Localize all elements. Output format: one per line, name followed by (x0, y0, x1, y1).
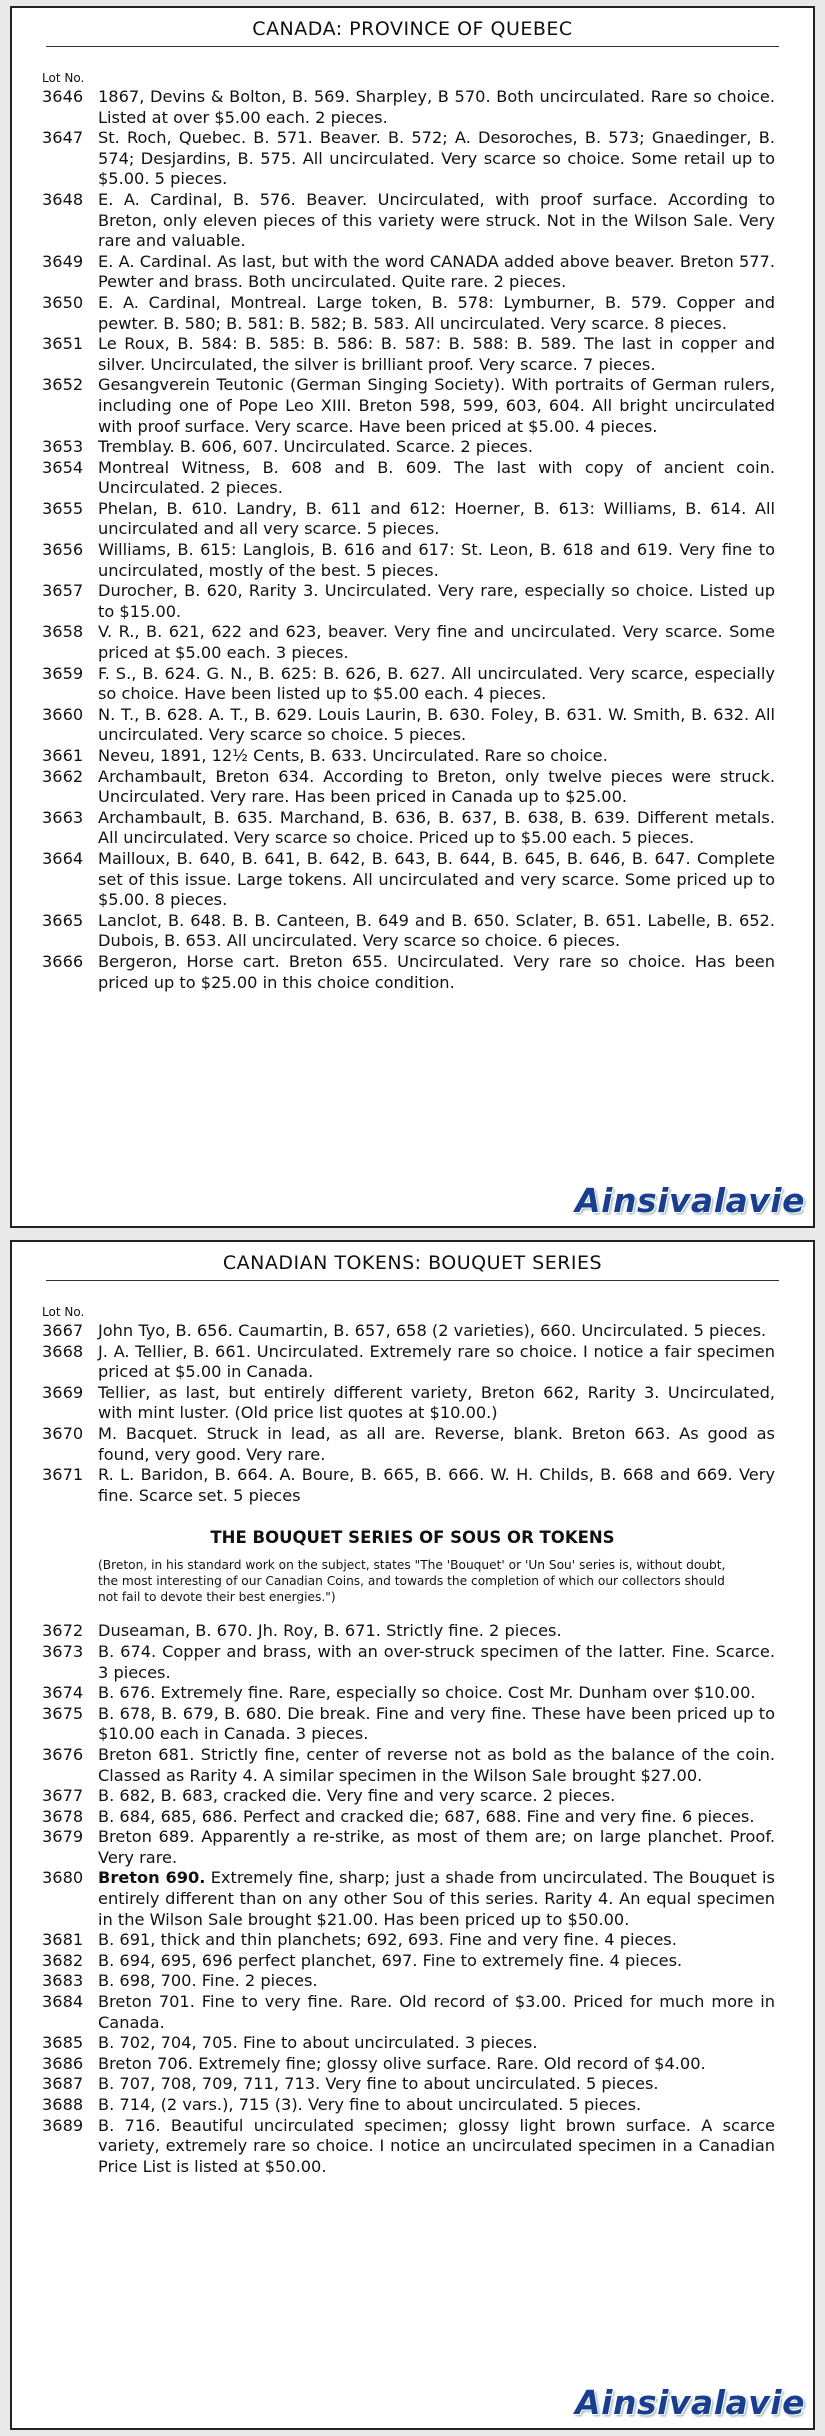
lot-description: J. A. Tellier, B. 661. Uncirculated. Extremely rare so choice. I notice a fair specimen priced at $5.00 in Canada. (98, 1341, 775, 1382)
lot-entry (12, 1807, 813, 1828)
lot-description: B. 684, 685, 686. Perfect and cracked die; 687, 688. Fine and very fine. 6 pieces. (98, 1806, 755, 1826)
lot-number: 3667 (42, 1321, 84, 1340)
lot-number: 3662 (42, 766, 84, 786)
lot-description: M. Bacquet. Struck in lead, as all are. Reverse, blank. Breton 663. As good as found, very good. Very rare. (98, 1423, 775, 1464)
lot-description: B. 694, 695, 696 perfect planchet, 697. Fine to extremely fine. 4 pieces. (98, 1950, 683, 1970)
lot-number: 3656 (42, 540, 84, 560)
lot-entry (12, 1951, 813, 1972)
lot-number: 3660 (42, 704, 84, 724)
lot-number: 3657 (42, 581, 84, 601)
lot-entry (12, 581, 813, 622)
lot-entry (12, 2074, 813, 2095)
lot-description: E. A. Cardinal, B. 576. Beaver. Uncirculated, with proof surface. According to Breton, only eleven pieces of this variety were struck. Not in the Wilson Sale. Very rare and valuable. (98, 189, 775, 251)
lot-entry (12, 1424, 813, 1465)
lot-entry (12, 190, 813, 252)
lot-description: E. A. Cardinal. As last, but with the word CANADA added above beaver. Breton 577. Pewter and brass. Both uncirculated. Quite rare. 2 pieces. (98, 251, 775, 292)
lot-description: Montreal Witness, B. 608 and B. 609. The last with copy of ancient coin. Uncirculated. 2 pieces. (98, 457, 775, 498)
lot-number: 3666 (42, 951, 84, 971)
lot-entry (12, 2033, 813, 2054)
lot-entry (12, 1930, 813, 1951)
lot-text: Extremely fine, sharp; just a shade from uncirculated. The Bouquet is entirely different than on any other Sou of this series. Rarity 4. An equal specimen in the Wilson Sale brought $21.00. Has been priced up to $50.00. (98, 1868, 775, 1929)
lot-entry (12, 1342, 813, 1383)
page-header: CANADA: PROVINCE OF QUEBEC (252, 18, 573, 40)
lot-entry (12, 293, 813, 334)
lot-description: F. S., B. 624. G. N., B. 625: B. 626, B. 627. All uncirculated. Very scarce, especially so choice. Have been listed up to $5.00 each. 4 pieces. (98, 663, 775, 704)
lot-number: 3677 (42, 1786, 84, 1806)
lot-description: Bergeron, Horse cart. Breton 655. Uncirculated. Very rare so choice. Has been priced up to $25.00 in this choice condition. (98, 951, 775, 992)
lot-number: 3674 (42, 1683, 84, 1703)
lot-entry (12, 375, 813, 437)
lot-description: Breton 701. Fine to very fine. Rare. Old record of $3.00. Priced for much more in Canada. (98, 1992, 775, 2032)
lot-number: 3663 (42, 807, 84, 827)
lot-entry (12, 1971, 813, 1992)
lot-number: 3649 (42, 251, 84, 271)
lot-entry (12, 1704, 813, 1745)
lot-entry (12, 767, 813, 808)
lot-description: Breton 681. Strictly fine, center of reverse not as bold as the balance of the coin. Classed as Rarity 4. A similar specimen in the Wilson Sale brought $27.00. (98, 1744, 775, 1785)
lot-description: B. 676. Extremely fine. Rare, especially so choice. Cost Mr. Dunham over $10.00. (98, 1683, 756, 1703)
lot-number: 3681 (42, 1930, 84, 1950)
lot-entry (12, 705, 813, 746)
lot-description: Duseaman, B. 670. Jh. Roy, B. 671. Strictly fine. 2 pieces. (98, 1621, 562, 1641)
lot-entry (12, 1745, 813, 1786)
lot-description: Archambault, Breton 634. According to Breton, only twelve pieces were struck. Uncirculated. Very rare. Has been priced in Canada up to $25.00. (98, 766, 775, 807)
lot-number: 3669 (42, 1382, 84, 1402)
lot-description: Tellier, as last, but entirely different variety, Breton 662, Rarity 3. Uncirculated, with mint luster. (Old price list quotes at $10.00.) (98, 1382, 775, 1423)
lot-description: B. 682, B. 683, cracked die. Very fine and very scarce. 2 pieces. (98, 1786, 616, 1806)
lot-description: Durocher, B. 620, Rarity 3. Uncirculated. Very rare, especially so choice. Listed up to $15.00. (98, 581, 775, 621)
lot-description: Breton 706. Extremely fine; glossy olive surface. Rare. Old record of $4.00. (98, 2053, 706, 2073)
lot-entry (12, 334, 813, 375)
lot-number: 3682 (42, 1950, 84, 1970)
lot-description: R. L. Baridon, B. 664. A. Boure, B. 665, B. 666. W. H. Childs, B. 668 and 669. Very fine. Scarce set. 5 pieces (98, 1465, 775, 1505)
lot-no-label: Lot No. (42, 71, 85, 85)
lot-entry (12, 1465, 813, 1506)
lot-entry (12, 540, 813, 581)
lot-entry (12, 499, 813, 540)
section-title: THE BOUQUET SERIES OF SOUS OR TOKENS (210, 1528, 615, 1548)
lot-description: B. 698, 700. Fine. 2 pieces. (98, 1971, 318, 1991)
lot-entry (12, 128, 813, 190)
lot-description: Mailloux, B. 640, B. 641, B. 642, B. 643, B. 644, B. 645, B. 646, B. 647. Complete set of this issue. Large tokens. All uncirculated and very scarce. Some priced up to $5.00. 8 pieces. (98, 848, 775, 910)
lot-entry (12, 1992, 813, 2033)
lot-description: Gesangverein Teutonic (German Singing Society). With portraits of German rulers, including one of Pope Leo XIII. Breton 598, 599, 603, 604. All bright uncirculated with proof surface. Very scarce. Have been priced at $5.00. 4 pieces. (98, 375, 775, 436)
lot-description: Phelan, B. 610. Landry, B. 611 and 612: Hoerner, B. 613: Williams, B. 614. All uncirculated and all very scarce. 5 pieces. (98, 498, 775, 539)
lot-number: 3658 (42, 622, 84, 642)
lot-description: 1867, Devins & Bolton, B. 569. Sharpley, B 570. Both uncirculated. Rare so choice. Listed at over $5.00 each. 2 pieces. (98, 87, 775, 127)
lot-list (12, 1321, 813, 1506)
lot-description: B. 707, 708, 709, 711, 713. Very fine to about uncirculated. 5 pieces. (98, 2074, 659, 2094)
lot-entry (12, 2116, 813, 2178)
lot-entry (12, 1642, 813, 1683)
lot-number: 3651 (42, 334, 84, 354)
lot-number: 3664 (42, 848, 84, 868)
lot-number: 3678 (42, 1806, 84, 1826)
lot-entry (12, 2054, 813, 2075)
lot-description: B. 678, B. 679, B. 680. Die break. Fine and very fine. These have been priced up to $10.00 each in Canada. 3 pieces. (98, 1703, 775, 1744)
lot-entry (12, 746, 813, 767)
header-rule (46, 1280, 779, 1281)
lot-number: 3683 (42, 1971, 84, 1991)
lot-number: 3684 (42, 1992, 84, 2012)
header-rule (46, 46, 779, 47)
lot-number: 3679 (42, 1827, 84, 1847)
lot-description: Neveu, 1891, 12½ Cents, B. 633. Uncirculated. Rare so choice. (98, 746, 608, 765)
lot-description: B. 674. Copper and brass, with an over-struck specimen of the latter. Fine. Scarce. 3 pieces. (98, 1641, 775, 1682)
lot-entry (12, 458, 813, 499)
lot-entry (12, 87, 813, 128)
watermark-logo: Ainsivalavie (575, 1181, 805, 1220)
lot-description (98, 1868, 813, 1930)
watermark-logo: Ainsivalavie (575, 2383, 805, 2422)
lot-entry (12, 252, 813, 293)
lot-lead: Breton 690. (98, 1868, 206, 1888)
lot-entry (12, 664, 813, 705)
catalog-page-quebec (10, 6, 815, 1228)
lot-description: St. Roch, Quebec. B. 571. Beaver. B. 572; A. Desoroches, B. 573; Gnaedinger, B. 574; Desjardins, B. 575. All uncirculated. Very scarce so choice. Some retail up to $5.00. 5 pieces. (98, 128, 775, 189)
lot-number: 3647 (42, 128, 84, 148)
lot-number: 3648 (42, 189, 84, 209)
lot-entry (12, 1321, 813, 1342)
lot-description: B. 691, thick and thin planchets; 692, 693. Fine and very fine. 4 pieces. (98, 1930, 677, 1950)
lot-number: 3673 (42, 1641, 84, 1661)
lot-entry (12, 1683, 813, 1704)
lot-number: 3665 (42, 910, 84, 930)
lot-description: Breton 689. Apparently a re-strike, as most of them are; on large planchet. Proof. Very rare. (98, 1827, 775, 1867)
lot-number: 3676 (42, 1744, 84, 1764)
lot-number: 3685 (42, 2033, 84, 2053)
lot-number: 3650 (42, 292, 84, 312)
lot-list (12, 87, 813, 993)
lot-description: Archambault, B. 635. Marchand, B. 636, B. 637, B. 638, B. 639. Different metals. All uncirculated. Very scarce so choice. Priced up to $5.00 each. 5 pieces. (98, 807, 775, 848)
lot-entry (12, 1786, 813, 1807)
lot-entry (12, 1383, 813, 1424)
lot-entry (12, 849, 813, 911)
lot-entry (12, 952, 813, 993)
lot-number: 3659 (42, 663, 84, 683)
lot-entry (12, 622, 813, 663)
catalog-page-bouquet (10, 1240, 815, 2430)
lot-number: 3652 (42, 375, 84, 395)
lot-number: 3689 (42, 2115, 84, 2135)
lot-number: 3686 (42, 2053, 84, 2073)
lot-number: 3675 (42, 1703, 84, 1723)
lot-entry (12, 437, 813, 458)
lot-number: 3687 (42, 2074, 84, 2094)
lot-description: B. 702, 704, 705. Fine to about uncirculated. 3 pieces. (98, 2033, 538, 2053)
lot-description: N. T., B. 628. A. T., B. 629. Louis Laurin, B. 630. Foley, B. 631. W. Smith, B. 632. All uncirculated. Very scarce so choice. 5 pieces. (98, 704, 775, 745)
lot-description: B. 716. Beautiful uncirculated specimen; glossy light brown surface. A scarce variety, extremely rare so choice. I notice an uncirculated specimen in a Canadian Price List is listed at $50.00. (98, 2115, 775, 2176)
lot-entry (12, 1621, 813, 1642)
lot-number: 3661 (42, 746, 84, 765)
lot-entry (12, 1827, 813, 1868)
lot-description: Le Roux, B. 584: B. 585: B. 586: B. 587: B. 588: B. 589. The last in copper and silver. Uncirculated, the silver is brilliant proof. Very scarce. 7 pieces. (98, 334, 775, 374)
lot-number: 3646 (42, 87, 84, 106)
lot-entry (12, 1868, 813, 1930)
lot-number: 3672 (42, 1621, 84, 1641)
lot-number: 3653 (42, 437, 84, 457)
lot-number: 3655 (42, 498, 84, 518)
lot-entry (12, 808, 813, 849)
lot-number: 3668 (42, 1341, 84, 1361)
lot-number: 3671 (42, 1465, 84, 1485)
lot-entry (12, 2095, 813, 2116)
lot-description: Williams, B. 615: Langlois, B. 616 and 617: St. Leon, B. 618 and 619. Very fine to uncirculated, mostly of the best. 5 pieces. (98, 540, 775, 580)
lot-description: V. R., B. 621, 622 and 623, beaver. Very fine and uncirculated. Very scarce. Some priced at $5.00 each. 3 pieces. (98, 622, 775, 663)
lot-list (12, 1621, 813, 2177)
section-note: (Breton, in his standard work on the subject, states "The 'Bouquet' or 'Un Sou' series is, without doubt, the most interesting of our Canadian Coins, and towards the completion of which our collectors should not fail to devote their best energies.") (98, 1558, 726, 1605)
lot-number: 3654 (42, 457, 84, 477)
lot-number: 3688 (42, 2095, 84, 2114)
page-header: CANADIAN TOKENS: BOUQUET SERIES (222, 1252, 603, 1274)
lot-description: John Tyo, B. 656. Caumartin, B. 657, 658 (2 varieties), 660. Uncirculated. 5 pieces. (98, 1321, 767, 1340)
lot-description: Lanclot, B. 648. B. B. Canteen, B. 649 and B. 650. Sclater, B. 651. Labelle, B. 652. Dubois, B. 653. All uncirculated. Very scarce so choice. 6 pieces. (98, 910, 775, 951)
lot-number: 3680 (42, 1868, 84, 1888)
lot-number: 3670 (42, 1423, 84, 1443)
lot-no-label: Lot No. (42, 1305, 85, 1319)
lot-description: B. 714, (2 vars.), 715 (3). Very fine to about uncirculated. 5 pieces. (98, 2095, 642, 2114)
lot-description: E. A. Cardinal, Montreal. Large token, B. 578: Lymburner, B. 579. Copper and pewter. B. 580; B. 581: B. 582; B. 583. All uncirculated. Very scarce. 8 pieces. (98, 292, 775, 333)
lot-entry (12, 911, 813, 952)
lot-description: Tremblay. B. 606, 607. Uncirculated. Scarce. 2 pieces. (98, 437, 533, 457)
